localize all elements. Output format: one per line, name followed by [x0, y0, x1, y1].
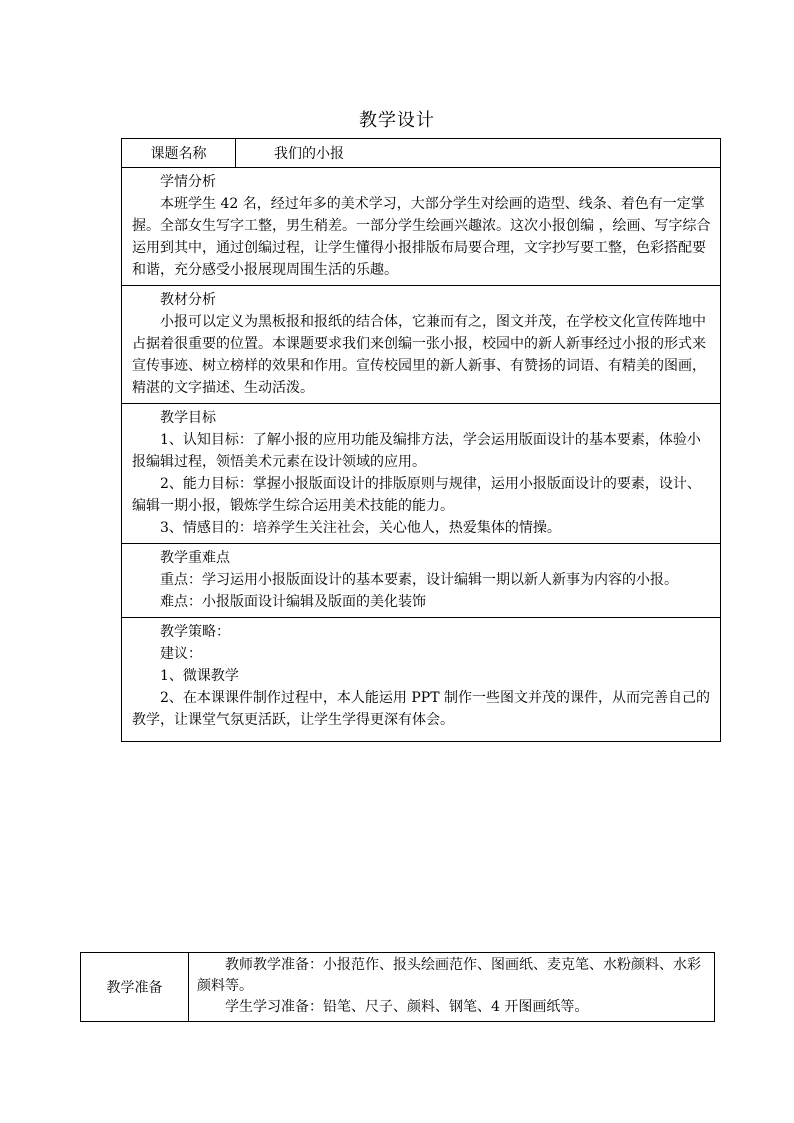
- strategy-item: 1、微课教学: [160, 668, 239, 684]
- section-heading: 学情分析: [160, 174, 216, 190]
- section-key-points: [122, 544, 721, 618]
- goal-ability: 2、能力目标：掌握小报版面设计的排版原则与规律，运用小报版面设计的要素，设计、编辑一期小报，锻炼学生综合运用美术技能的能力。: [132, 476, 701, 514]
- section-row-teaching-goals: [122, 404, 721, 544]
- preparation-content: [189, 953, 715, 1022]
- section-heading: 教材分析: [160, 292, 216, 308]
- section-row-key-points: [122, 544, 721, 618]
- goal-cognitive: 1、认知目标：了解小报的应用功能及编排方法，学会运用版面设计的基本要素，体验小报编辑过程，领悟美术元素在设计领域的应用。: [132, 432, 701, 470]
- section-paragraph: 本班学生 42 名，经过年多的美术学习，大部分学生对绘画的造型、线条、着色有一定掌握。全部女生写字工整，男生稍差。一部分学生绘画兴趣浓。这次小报创编 ，绘画、写字综合运用到其中，通过创编过程，让学生懂得小报排版布局要合理，文字抄写要工整，色彩搭配要和谐，充分感受小报展现周围生活的乐趣。: [132, 196, 711, 278]
- difficult-point: 难点：小报版面设计编辑及版面的美化装饰: [160, 594, 426, 610]
- section-heading: 教学策略：: [160, 624, 230, 640]
- section-heading: 教学目标: [160, 410, 216, 426]
- teacher-preparation: 教师教学准备：小报范作、报头绘画范作、图画纸、麦克笔、水粉颜料、水彩颜料等。: [197, 957, 701, 994]
- student-preparation: 学生学习准备：铅笔、尺子、颜料、钢笔、4 开图画纸等。: [225, 999, 589, 1015]
- preparation-row: [81, 953, 715, 1022]
- section-learner-analysis: [122, 168, 721, 286]
- preparation-label: 教学准备: [81, 953, 189, 1022]
- section-heading: 教学重难点: [160, 550, 230, 566]
- strategy-item: 2、在本课课件制作过程中，本人能运用 PPT 制作一些图文并茂的课件，从而完善自己的教学，让课堂气氛更活跃，让学生学得更深有体会。: [132, 690, 710, 728]
- document-title: 教学设计: [359, 110, 435, 131]
- preparation-table: [80, 952, 715, 1022]
- goal-emotional: 3、情感目的：培养学生关注社会，关心他人，热爱集体的情操。: [160, 520, 561, 536]
- lesson-plan-table: [121, 138, 721, 742]
- key-point: 重点：学习运用小报版面设计的基本要素，设计编辑一期以新人新事为内容的小报。: [160, 572, 678, 588]
- section-teaching-strategy: [122, 618, 721, 742]
- section-row-learner-analysis: [122, 168, 721, 286]
- course-name-value: 我们的小报: [236, 139, 721, 168]
- section-paragraph: 小报可以定义为黑板报和报纸的结合体，它兼而有之，图文并茂，在学校文化宣传阵地中占据着很重要的位置。本课题要求我们来创编一张小报，校园中的新人新事经过小报的形式来宣传事迹、树立榜样的效果和作用。宣传校园里的新人新事、有赞扬的词语、有精美的图画， 精湛的文字描述、生动活泼。: [132, 314, 706, 396]
- section-teaching-goals: [122, 404, 721, 544]
- section-row-material-analysis: [122, 286, 721, 404]
- course-row: [122, 139, 721, 168]
- strategy-suggestion: 建议：: [160, 646, 202, 662]
- section-material-analysis: [122, 286, 721, 404]
- course-name-label: 课题名称: [122, 139, 236, 168]
- section-row-teaching-strategy: [122, 618, 721, 742]
